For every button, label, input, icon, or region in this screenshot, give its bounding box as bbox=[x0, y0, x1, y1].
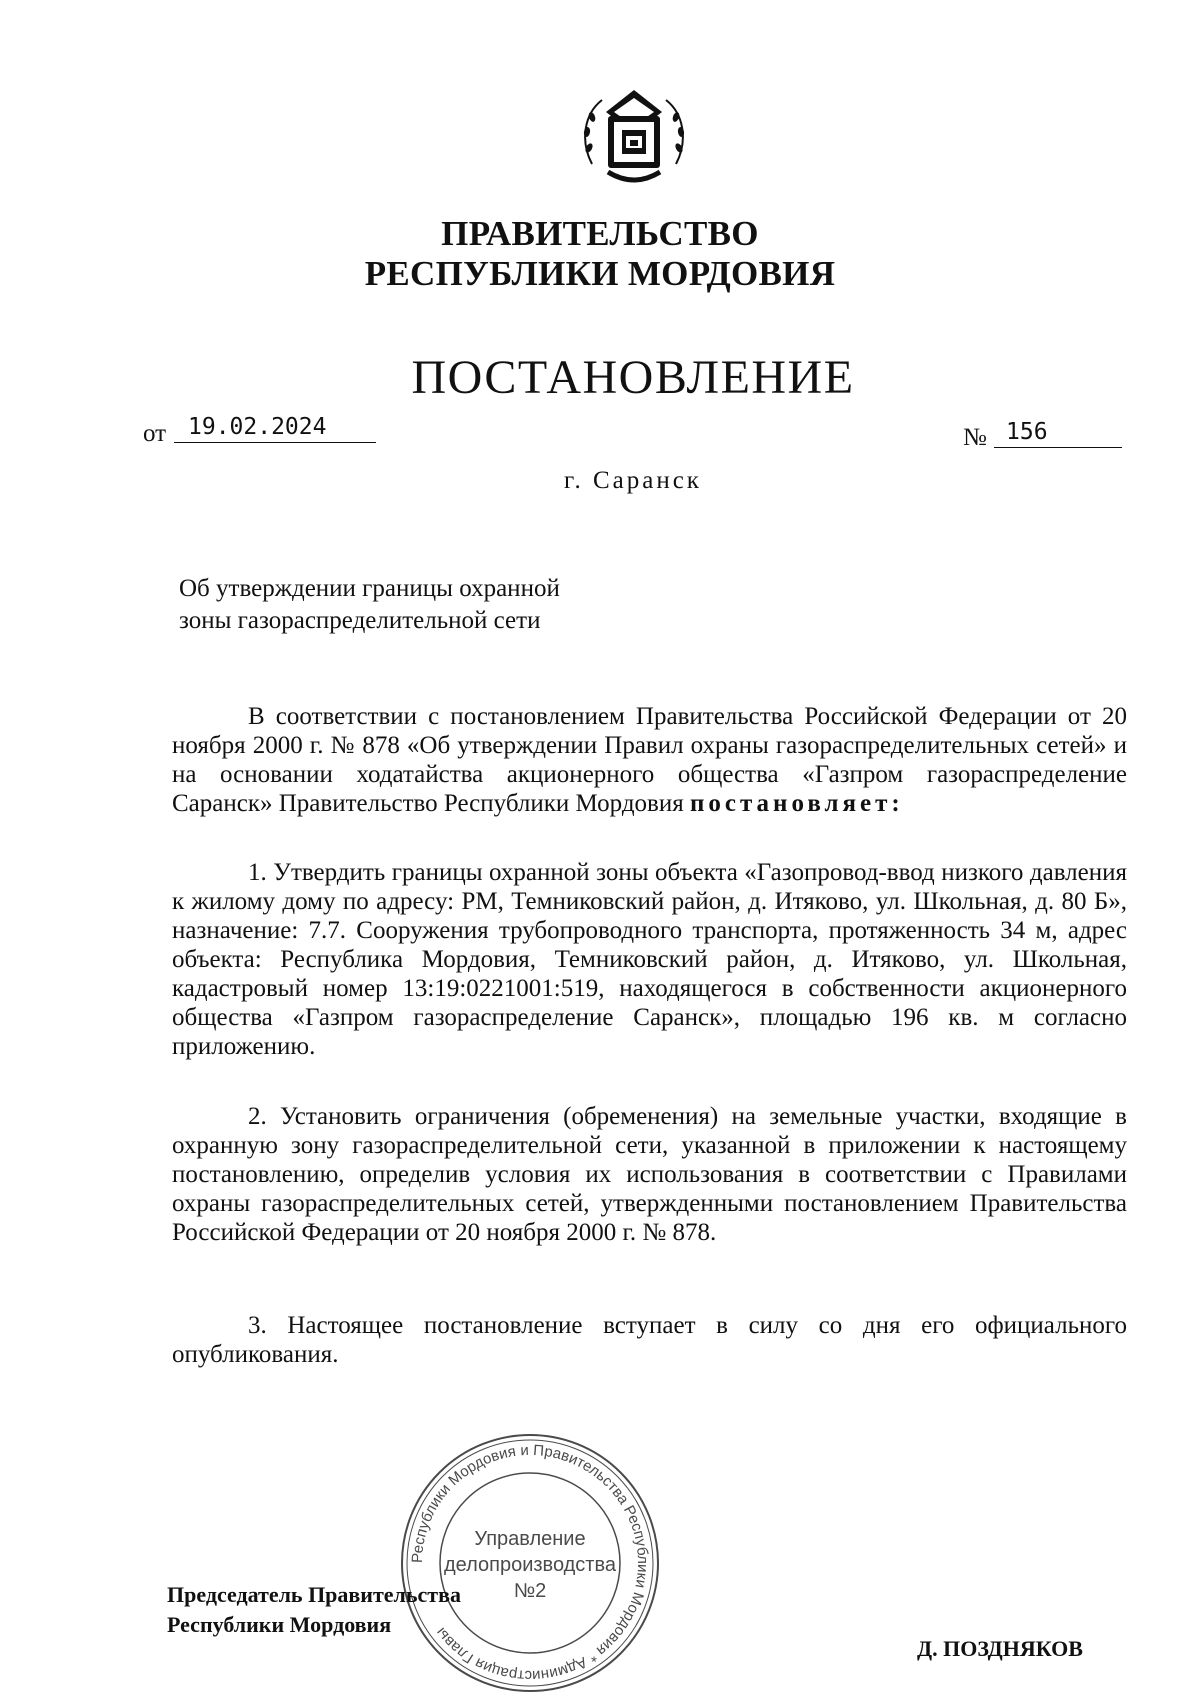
city: г. Саранск bbox=[564, 467, 702, 494]
stamp-ring-text: Республики Мордовия и Правительства Республики Мордовия * Администрация Главы bbox=[408, 1441, 652, 1685]
document-subject bbox=[179, 573, 679, 637]
number-underline bbox=[994, 447, 1122, 448]
date-underline bbox=[174, 442, 376, 443]
item-3-paragraph: 3. Настоящее постановление вступает в силу со дня его официального опубликования. bbox=[172, 1312, 1127, 1368]
decree-word: постановляет: bbox=[689, 790, 904, 817]
number-prefix: № bbox=[963, 424, 987, 451]
stamp-line3: №2 bbox=[513, 1580, 547, 1602]
document-type-title: ПОСТАНОВЛЕНИЕ bbox=[411, 351, 855, 404]
stamp-line1: Управление bbox=[474, 1528, 586, 1550]
document-number: 156 bbox=[1006, 419, 1048, 445]
organization-name-line2: РЕСПУБЛИКИ МОРДОВИЯ bbox=[364, 254, 836, 293]
position-line1: Председатель Правительства bbox=[167, 1582, 461, 1607]
coat-of-arms-icon bbox=[578, 86, 690, 190]
subject-line1: Об утверждении границы охранной bbox=[179, 575, 560, 602]
preamble-paragraph bbox=[172, 702, 1127, 818]
subject-line2: зоны газораспределительной сети bbox=[179, 607, 541, 634]
item-1-paragraph: 1. Утвердить границы охранной зоны объекта «Газопровод-ввод низкого давления к жилому дому по адресу: РМ, Темниковский район, д. Итяково, ул. Школьная, д. 80 Б», назначение: 7.7. Сооружения трубопроводного транспорта, протяженность 34 м, адрес объекта: Республика Мордовия, Темниковский район, д. Итяково, ул. Школьная, кадастровый номер 13:19:0221001:519, находящегося в собственности акционерного общества «Газпром газораспределение Саранск», площадью 196 кв. м согласно приложению. bbox=[172, 859, 1127, 1060]
item-2-paragraph: 2. Установить ограничения (обременения) на земельные участки, входящие в охранную зону газораспределительной сети, указанной в приложении к настоящему постановлению, определив условия их использования в соответствии с Правилами охраны газораспределительных сетей, утвержденными постановлением Правительства Российской Федерации от 20 ноября 2000 г. № 878. bbox=[172, 1103, 1127, 1246]
stamp-line2: делопроизводства bbox=[443, 1554, 617, 1576]
office-stamp bbox=[395, 1428, 665, 1698]
organization-name-line1: ПРАВИТЕЛЬСТВО bbox=[441, 214, 759, 253]
position-line2: Республики Мордовия bbox=[167, 1612, 392, 1637]
document-date: 19.02.2024 bbox=[188, 414, 327, 440]
preamble-text: В соответствии с постановлением Правительства Российской Федерации от 20 ноября 2000 г. № 878 «Об утверждении Правил охраны газораспределительных сетей» и на основании ходатайства акционерного общества «Газпром газораспределение Саранск» Правительство Республики Мордовия bbox=[172, 703, 1127, 817]
signatory-name: Д. ПОЗДНЯКОВ bbox=[917, 1636, 1083, 1661]
signatory-position bbox=[167, 1580, 461, 1640]
date-prefix: от bbox=[143, 420, 167, 447]
